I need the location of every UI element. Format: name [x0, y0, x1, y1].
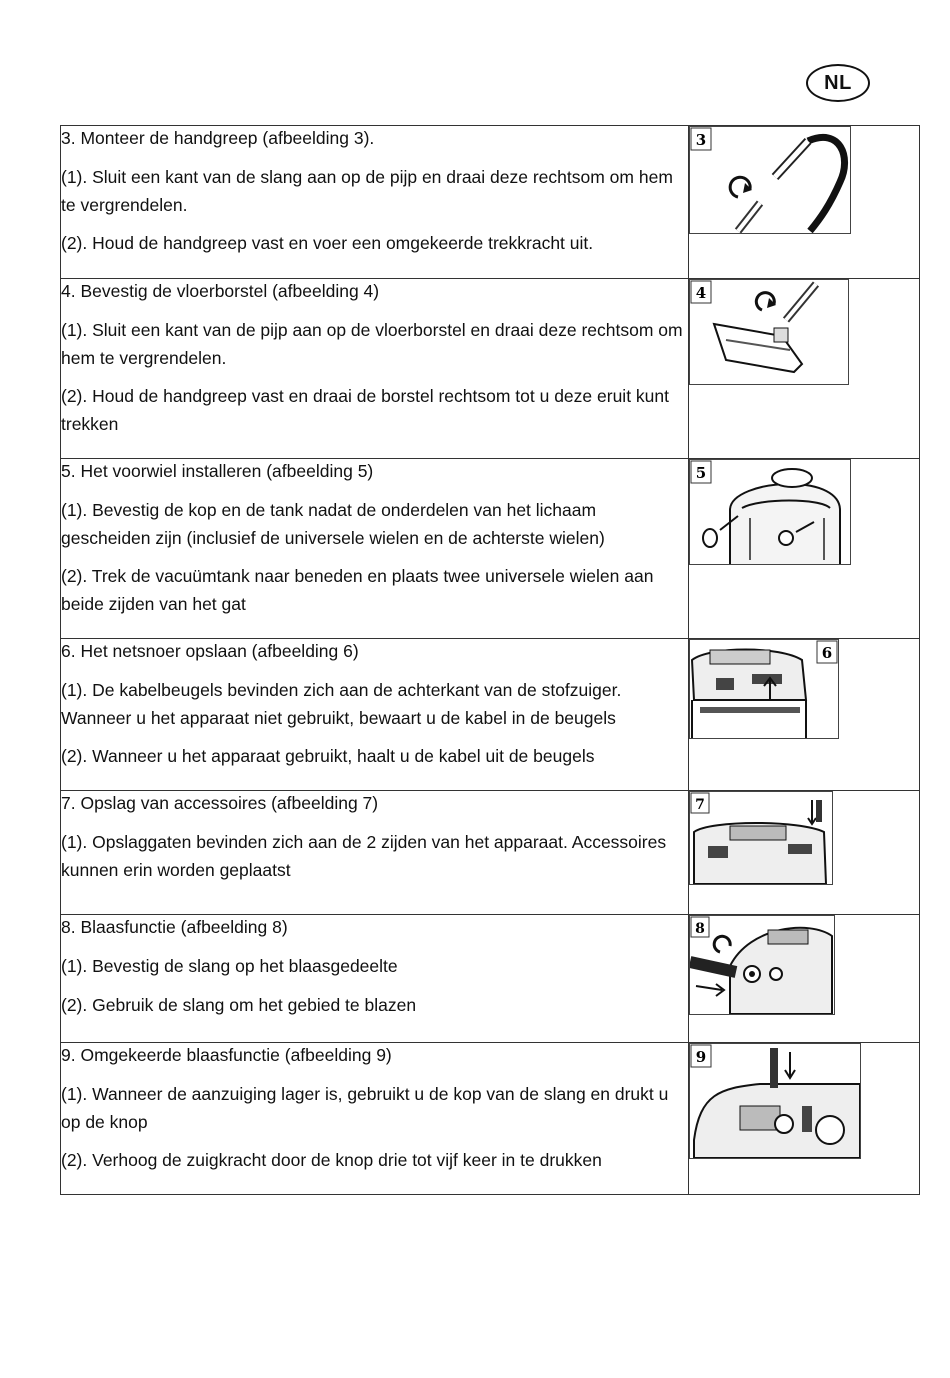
step-instruction: (1). Bevestig de slang op het blaasgedeelte [61, 956, 398, 976]
step-instruction: (1). Wanneer de aanzuiging lager is, gebruikt u de kop van de slang en drukt u op de knop [61, 1084, 669, 1132]
step-title: 6. Het netsnoer opslaan (afbeelding 6) [61, 641, 359, 661]
step-text-cell [61, 639, 689, 791]
figure-number: 7 [695, 797, 705, 813]
step-text-cell [61, 126, 689, 279]
step-instruction: (1). Bevestig de kop en de tank nadat de onderdelen van het lichaam gescheiden zijn (inclusief de universele wielen en de achterste wielen) [61, 500, 605, 548]
step-figure-cell [689, 1043, 920, 1195]
instruction-table [60, 125, 920, 1195]
step-title: 9. Omgekeerde blaasfunctie (afbeelding 9) [61, 1045, 392, 1065]
step-figure-cell [689, 639, 920, 791]
step-instruction: (2). Houd de handgreep vast en voer een omgekeerde trekkracht uit. [61, 233, 594, 253]
step-title: 4. Bevestig de vloerborstel (afbeelding 4) [61, 281, 380, 301]
step-figure-cell [689, 791, 920, 915]
step-figure-cell [689, 279, 920, 459]
figure-number: 5 [695, 464, 707, 482]
step-title: 3. Monteer de handgreep (afbeelding 3). [61, 128, 375, 148]
step-figure-cell [689, 459, 920, 639]
blow-function-icon [689, 915, 835, 1015]
step-figure-cell [689, 126, 920, 279]
step-instruction: (1). Opslaggaten bevinden zich aan de 2 zijden van het apparaat. Accessoires kunnen erin worden geplaatst [61, 832, 667, 880]
step-row [61, 279, 920, 459]
figure-number: 6 [821, 644, 833, 662]
step-text-cell [61, 915, 689, 1043]
step-text-cell [61, 279, 689, 459]
step-figure-cell [689, 915, 920, 1043]
step-row [61, 915, 920, 1043]
front-wheel-icon [689, 459, 851, 565]
hose-handle-icon [689, 126, 851, 234]
step-instruction: (1). Sluit een kant van de pijp aan op de vloerborstel en draai deze rechtsom om hem te vergrendelen. [61, 320, 683, 368]
step-instruction: (1). Sluit een kant van de slang aan op de pijp en draai deze rechtsom om hem te vergrendelen. [61, 167, 673, 215]
step-instruction: (2). Gebruik de slang om het gebied te blazen [61, 994, 417, 1015]
step-text-cell [61, 459, 689, 639]
figure-number: 4 [695, 284, 707, 302]
step-instruction: (2). Verhoog de zuigkracht door de knop drie tot vijf keer in te drukken [61, 1150, 602, 1170]
step-text-cell [61, 791, 689, 915]
step-instruction: (2). Houd de handgreep vast en draai de borstel rechtsom tot u deze eruit kunt trekken [61, 386, 669, 434]
step-title: 5. Het voorwiel installeren (afbeelding 5) [61, 461, 374, 481]
step-row [61, 791, 920, 915]
figure-number: 3 [695, 131, 707, 149]
figure-number: 9 [695, 1048, 707, 1066]
step-row [61, 459, 920, 639]
step-instruction: (2). Wanneer u het apparaat gebruikt, haalt u de kabel uit de beugels [61, 746, 595, 766]
step-text-cell [61, 1043, 689, 1195]
language-badge: NL [806, 64, 870, 102]
step-instruction: (1). De kabelbeugels bevinden zich aan de achterkant van de stofzuiger. Wanneer u het apparaat niet gebruikt, bewaart u de kabel in de beugels [61, 680, 622, 728]
step-title: 7. Opslag van accessoires (afbeelding 7) [61, 793, 379, 813]
floor-brush-icon [689, 279, 849, 385]
figure-number: 8 [695, 921, 705, 937]
accessory-storage-icon [689, 791, 833, 885]
step-row [61, 639, 920, 791]
step-instruction: (2). Trek de vacuümtank naar beneden en plaats twee universele wielen aan beide zijden van het gat [61, 566, 654, 614]
reverse-blow-icon [689, 1043, 861, 1159]
step-row [61, 126, 920, 279]
cable-storage-icon [689, 639, 839, 739]
step-title: 8. Blaasfunctie (afbeelding 8) [61, 917, 288, 937]
step-row [61, 1043, 920, 1195]
